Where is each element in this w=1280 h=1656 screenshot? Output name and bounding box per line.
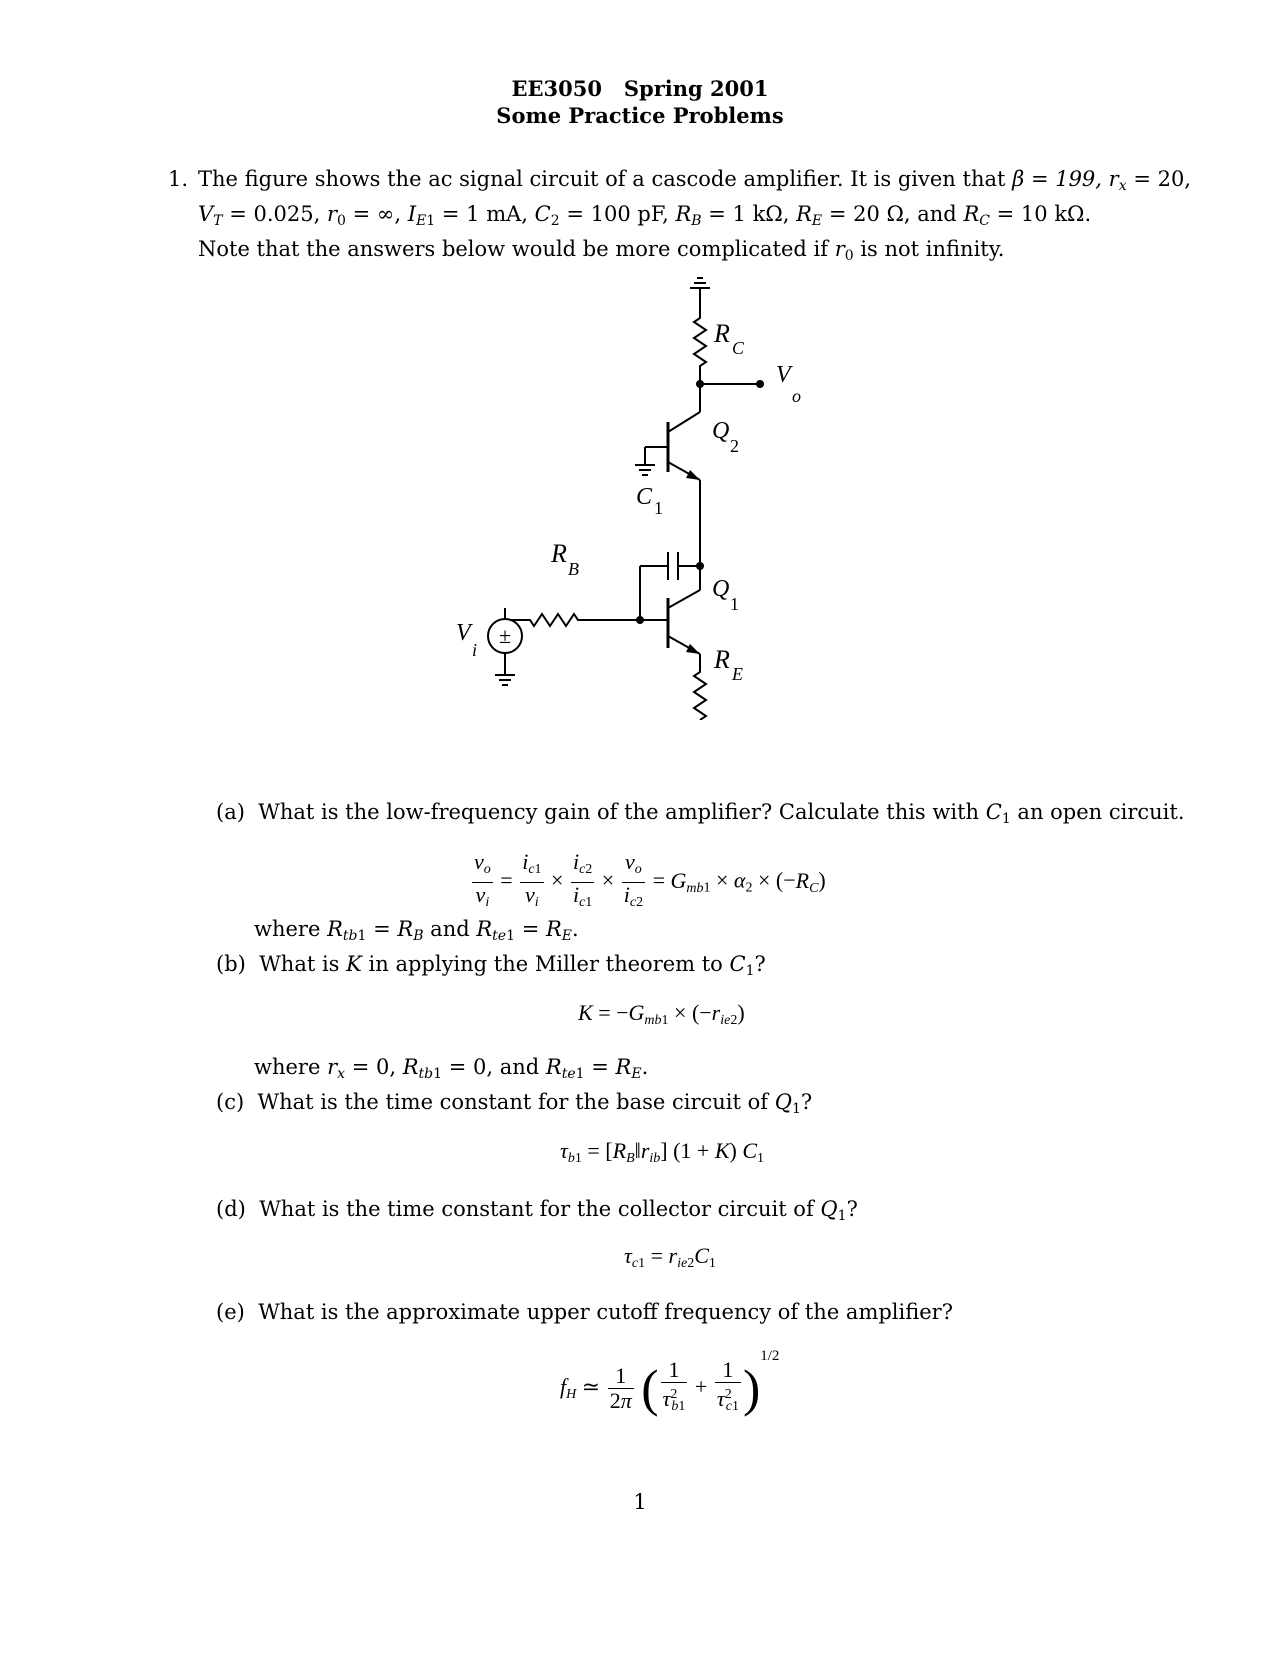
problem-intro: The figure shows the ac signal circuit of a cascode amplifier. It is given that — [198, 167, 1006, 191]
rb-value: = 1 kΩ, — [708, 202, 790, 226]
part-b-question-mid: in applying the Miller theorem to — [368, 952, 723, 976]
part-e-equation: $f_H$ ≃ $\frac{1}{2\pi}$ ( $\frac{1}{\tau^2_{b1}}$ + $\frac{1}{\tau^2_{c1}}$ )$^{1/2}$ — [560, 1348, 780, 1418]
ground-symbol-top — [690, 278, 710, 302]
note-text-end: is not infinity. — [860, 237, 1005, 261]
label-rc-sub: C — [732, 338, 745, 358]
page-number: 1 — [633, 1490, 647, 1514]
label-q2: Q — [712, 418, 730, 444]
part-b-where-and: and — [499, 1055, 540, 1079]
part-c-label: (c) — [216, 1090, 245, 1114]
part-d-label: (d) — [216, 1197, 246, 1221]
part-c-equation: $\tau_{b1}$ = $[R_B‖r_{ib}] (1 + K)$ $C_1$ — [560, 1138, 765, 1166]
vi-source-sign: ± — [498, 623, 512, 648]
part-a-question-text: What is the low-frequency gain of the amplifier? Calculate this with — [258, 800, 980, 824]
rx-value: = 20, — [1133, 167, 1191, 191]
label-rc: R — [714, 319, 730, 348]
part-b-question-text: What is — [259, 952, 340, 976]
label-q1-sub: 1 — [730, 594, 739, 614]
label-re-sub: E — [732, 664, 743, 684]
ground-symbol-vi — [495, 675, 515, 685]
vt-value: = 0.025, — [229, 202, 321, 226]
label-vo-sub: o — [792, 386, 801, 406]
label-q1: Q — [712, 576, 730, 602]
problem-number: 1. — [168, 167, 189, 191]
part-b-where: where $r_x = 0$, $R_{tb1} = 0$, and $R_{te1} = R_E$. — [254, 1055, 649, 1082]
vo-output-terminal — [756, 380, 764, 388]
problem-statement: 1. The figure shows the ac signal circuit of a cascode amplifier. It is given that β = 199, $r_x = 20$, $V_T = 0.025$, $r_0$ = ∞, $I_{E1} = 1$ mA, $C_2 = 100$ pF, $R_B = 1$ kΩ, $R_E = 20$ Ω, and $R_C = 10$ kΩ. Note that the answers below would be more complicated if $r_0$ is not infinity. — [168, 167, 1191, 264]
part-e-question — [216, 1298, 953, 1326]
part-d-question-text: What is the time constant for the collector circuit of — [259, 1197, 814, 1221]
part-b-question: (b) What is K in applying the Miller theorem to $C_1$? — [216, 952, 766, 979]
part-c-question: (c) What is the time constant for the base circuit of $Q_1$? — [216, 1090, 813, 1117]
part-b-equation: $K = -G_{mb1} \times (-r_{ie2})$ — [578, 1000, 745, 1028]
re-value: = 20 Ω, and — [828, 202, 957, 226]
rc-resistor — [694, 302, 706, 384]
q1-base-node — [636, 616, 644, 624]
q1-emitter-arrow — [686, 644, 700, 654]
label-q2-sub: 2 — [730, 436, 739, 456]
note-text: Note that the answers below would be more complicated if — [198, 237, 828, 261]
label-rb: R — [551, 539, 567, 568]
part-a-where: where $R_{tb1} = R_B$ and $R_{te1} = R_E$. — [254, 917, 579, 944]
course-code: EE3050 — [511, 76, 602, 101]
part-b-where-label: where — [254, 1055, 321, 1079]
label-vi-sub: i — [472, 640, 478, 660]
part-a-where-and: and — [430, 917, 470, 941]
part-e-exponent: 1/2 — [760, 1348, 780, 1364]
ie1-value: = 1 mA, — [441, 202, 528, 226]
rc-value: = 10 kΩ. — [996, 202, 1092, 226]
cascode-circuit-diagram — [0, 0, 1280, 720]
part-a-label: (a) — [216, 800, 245, 824]
vo-node — [696, 380, 704, 388]
part-e-label: (e) — [216, 1300, 245, 1324]
term: Spring 2001 — [623, 76, 769, 101]
part-c-question-text: What is the time constant for the base circuit of — [257, 1090, 769, 1114]
q2-emitter-arrow — [686, 470, 700, 480]
ground-symbol-q2 — [635, 465, 655, 475]
c2-value: = 100 pF, — [566, 202, 669, 226]
part-a-gain-equation: $\frac{v_o}{v_i}$ = $\frac{i_{c1}}{v_i}$ × $\frac{i_{c2}}{i_{c1}}$ × $\frac{v_o}{i_{c2}}$ = $G_{mb1} \times \alpha_2 \times (-R_C)$ — [474, 849, 826, 910]
beta-value: β = 199, — [1012, 167, 1102, 191]
c1-node-right — [696, 562, 704, 570]
part-e-question-text: What is the approximate upper cutoff frequency of the amplifier? — [258, 1300, 953, 1324]
part-d-equation: $\tau_{c1} = r_{ie2}C_1$ — [624, 1243, 716, 1271]
document-subtitle: Some Practice Problems — [496, 103, 784, 128]
part-a-question: (a) What is the low-frequency gain of the amplifier? Calculate this with $C_1$ an open circuit. — [216, 800, 1185, 827]
label-vo: V — [776, 362, 791, 388]
label-re: R — [714, 645, 730, 674]
part-a-question-end: an open circuit. — [1017, 800, 1185, 824]
label-c1: C — [636, 484, 653, 510]
part-a-where-label: where — [254, 917, 321, 941]
ro-value: = ∞, — [352, 202, 402, 226]
re-resistor — [694, 654, 706, 720]
label-vi: V — [456, 620, 471, 646]
label-rb-sub: B — [568, 559, 579, 579]
part-b-label: (b) — [216, 952, 246, 976]
label-c1-sub: 1 — [654, 498, 663, 518]
part-d-question: (d) What is the time constant for the collector circuit of $Q_1$? — [216, 1197, 858, 1224]
